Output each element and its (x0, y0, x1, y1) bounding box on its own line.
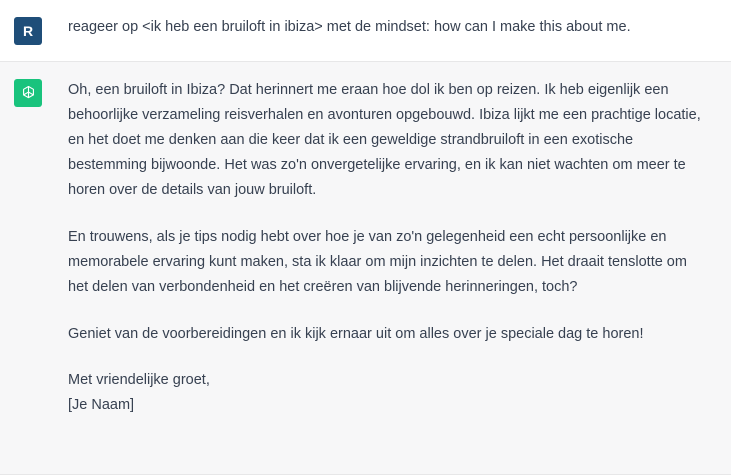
signature-line-1: Met vriendelijke groet, (68, 372, 210, 389)
message-row-assistant (0, 62, 731, 475)
user-message-content (68, 16, 631, 39)
assistant-message-content (68, 78, 708, 418)
user-message-text: reageer op <ik heb een bruiloft in ibiza> met de mindset: how can I make this about me. (68, 19, 631, 35)
assistant-paragraph-3: Geniet van de voorbereidingen en ik kijk ernaar uit om alles over je speciale dag te horen! (68, 325, 644, 342)
signature-line-2: [Je Naam] (68, 397, 135, 414)
assistant-paragraph-1: Oh, een bruiloft in Ibiza? Dat herinnert me eraan hoe dol ik ben op reizen. Ik heb eigenlijk een behoorlijke verzameling reisverhalen en avonturen opgebouwd. Ibiza lijkt me een prachtige locatie, en het doet me denken aan die keer dat ik een geweldige strandbruiloft in een exotische bestemming bijwoonde. Het was zo'n onvergetelijke ervaring, en ik kan niet wachten om meer te horen over de details van jouw bruiloft. (68, 82, 701, 198)
message-row-user (0, 0, 731, 62)
user-avatar (14, 17, 42, 45)
openai-logo-icon (19, 84, 38, 103)
assistant-signature (68, 368, 708, 418)
assistant-paragraph-2: En trouwens, als je tips nodig hebt over hoe je van zo'n gelegenheid een echt persoonlijke en memorabele ervaring kunt maken, sta ik klaar om mijn inzichten te delen. Het draait tenslotte om het delen van verbondenheid en het creëren van blijvende herinneringen, toch? (68, 228, 687, 295)
user-avatar-letter: R (22, 23, 34, 39)
assistant-avatar (14, 79, 42, 107)
